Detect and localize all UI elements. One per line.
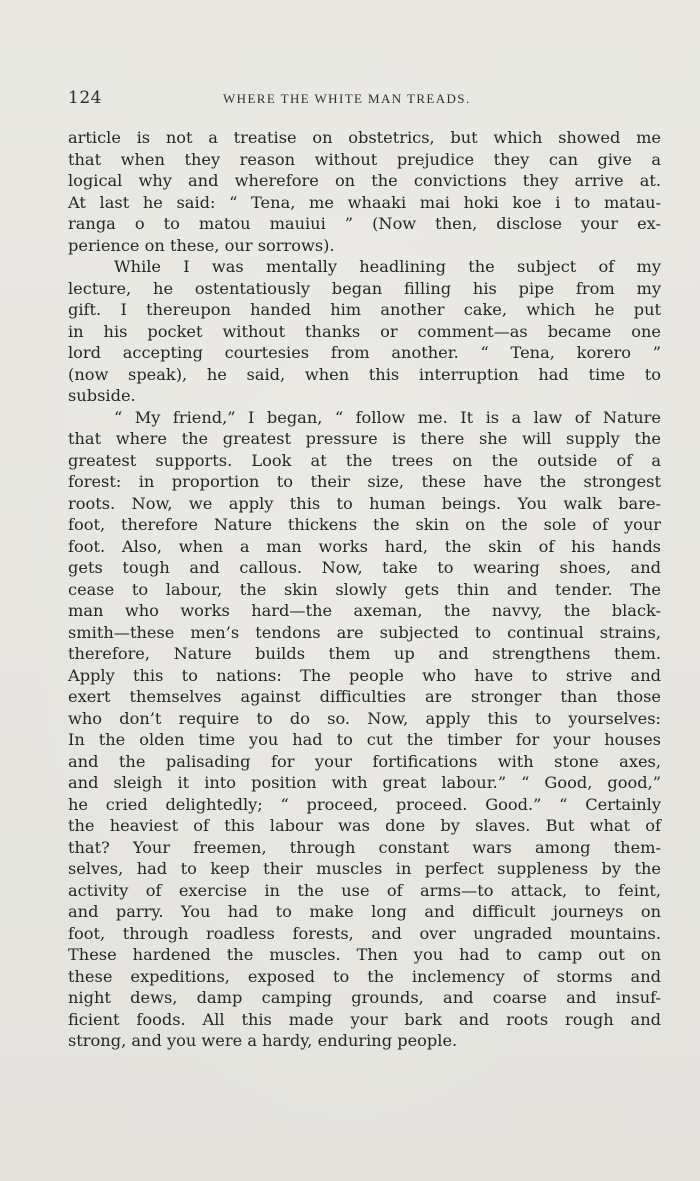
text-line: ficient foods. All this made your bark and roots rough and: [68, 1009, 661, 1029]
text-line: man who works hard—the axeman, the navvy, the black-: [68, 601, 661, 620]
text-line: forest: in proportion to their size, these have the strongest: [68, 472, 661, 491]
text-line: lecture, he ostentatiously began filling his pipe from my: [68, 278, 661, 298]
text-line: While I was mentally headlining the subject of my: [114, 257, 661, 276]
text-line: gets tough and callous. Now, take to wearing shoes, and: [68, 558, 661, 577]
text-line: These hardened the muscles. Then you had to camp out on: [68, 945, 661, 964]
paragraph: [68, 407, 661, 1052]
text-line: logical why and wherefore on the convictions they arrive at.: [68, 171, 661, 190]
page-header: [68, 88, 660, 112]
paragraph: [68, 127, 661, 256]
text-line: gift. I thereupon handed him another cake, which he put: [68, 300, 661, 319]
text-line: that when they reason without prejudice they can give a: [68, 149, 661, 169]
body-text: [68, 127, 661, 1052]
text-line: and parry. You had to make long and difficult journeys on: [68, 902, 661, 921]
text-line: foot, through roadless forests, and over ungraded mountains.: [68, 923, 661, 943]
text-line: foot. Also, when a man works hard, the skin of his hands: [68, 536, 661, 556]
text-line: activity of exercise in the use of arms—to attack, to feint,: [68, 880, 661, 900]
text-line: “ My friend,” I began, “ follow me. It is a law of Nature: [114, 407, 661, 427]
text-line: selves, had to keep their muscles in perfect suppleness by the: [68, 859, 661, 878]
text-line: that? Your freemen, through constant wars among them-: [68, 837, 661, 857]
text-line: therefore, Nature builds them up and strengthens them.: [68, 644, 661, 663]
text-line: cease to labour, the skin slowly gets thin and tender. The: [68, 579, 661, 599]
running-head: WHERE THE WHITE MAN TREADS.: [223, 91, 471, 106]
text-line: and sleigh it into position with great labour.” “ Good, good,”: [68, 773, 661, 792]
text-line: smith—these men’s tendons are subjected to continual strains,: [68, 622, 661, 642]
text-line: and the palisading for your fortifications with stone axes,: [68, 751, 661, 771]
text-line: exert themselves against difficulties are stronger than those: [68, 687, 661, 706]
text-line: strong, and you were a hardy, enduring people.: [68, 1031, 458, 1050]
text-line: article is not a treatise on obstetrics, but which showed me: [68, 128, 661, 147]
text-line: Apply this to nations: The people who have to strive and: [68, 665, 661, 685]
text-line: he cried delightedly; “ proceed, proceed. Good.” “ Certainly: [68, 794, 661, 814]
text-line: foot, therefore Nature thickens the skin on the sole of your: [68, 515, 661, 534]
text-line: who don’t require to do so. Now, apply this to yourselves:: [68, 708, 661, 728]
text-line: these expeditions, exposed to the inclemency of storms and: [68, 966, 661, 986]
text-line: In the olden time you had to cut the timber for your houses: [68, 730, 661, 749]
text-line: in his pocket without thanks or comment—as became one: [68, 321, 661, 341]
text-line: subside.: [68, 386, 136, 405]
text-line: perience on these, our sorrows).: [68, 235, 335, 255]
text-line: ranga o to matou mauiui ” (Now then, disclose your ex-: [68, 214, 661, 233]
page-number: 124: [68, 88, 102, 108]
text-line: night dews, damp camping grounds, and coarse and insuf-: [68, 988, 661, 1007]
paragraph: [68, 256, 661, 407]
text-line: the heaviest of this labour was done by slaves. But what of: [68, 816, 661, 835]
text-line: greatest supports. Look at the trees on the outside of a: [68, 450, 661, 470]
text-line: At last he said: “ Tena, me whaaki mai hoki koe i to matau-: [68, 192, 661, 212]
text-line: (now speak), he said, when this interruption had time to: [68, 364, 661, 384]
text-line: roots. Now, we apply this to human beings. You walk bare-: [68, 493, 661, 513]
text-line: that where the greatest pressure is there she will supply the: [68, 429, 661, 448]
text-line: lord accepting courtesies from another. “ Tena, korero ”: [68, 343, 661, 362]
